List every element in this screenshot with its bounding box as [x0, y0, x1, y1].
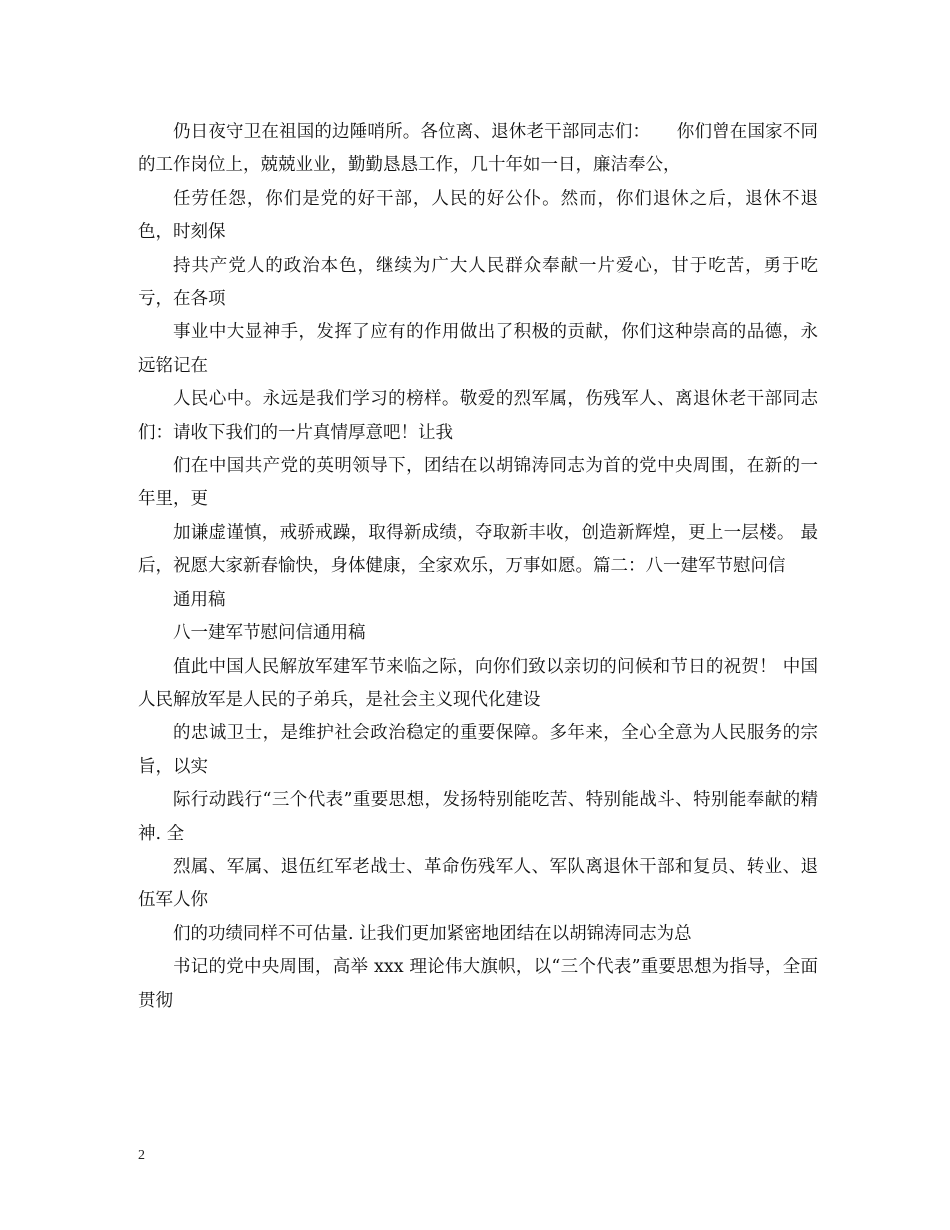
paragraph: 书记的党中央周围，高举 xxx 理论伟大旗帜，以“三个代表”重要思想为指导，全面贯彻: [138, 957, 818, 1011]
paragraph: 八一建军节慰问信通用稿: [173, 623, 366, 644]
paragraph: 人民心中。永远是我们学习的榜样。敬爱的烈军属，伤残军人、离退休老干部同志们：请收下我们的一片真情厚意吧！让我: [138, 389, 818, 443]
paragraph: 任劳任怨，你们是党的好干部，人民的好公仆。然而，你们退休之后，退休不退色，时刻保: [138, 188, 818, 243]
paragraph: 们的功绩同样不可估量. 让我们更加紧密地团结在以胡锦涛同志为总: [173, 923, 692, 944]
paragraph: 值此中国人民解放军建军节来临之际，向你们致以亲切的问候和节日的祝贺！ 中国人民解放军是人民的子弟兵，是社会主义现代化建设: [138, 656, 818, 710]
paragraph: 持共产党人的政治本色，继续为广大人民群众奉献一片爱心，甘于吃苦，勇于吃亏，在各项: [138, 255, 818, 310]
paragraph: 事业中大显神手，发挥了应有的作用做出了积极的贡献，你们这种崇高的品德，永远铭记在: [138, 322, 818, 376]
paragraph: 通用稿: [173, 589, 226, 610]
paragraph: 加谦虚谨慎，戒骄戒躁，取得新成绩，夺取新丰收，创造新辉煌，更上一层楼。 最后，祝愿大家新春愉快，身体健康，全家欢乐，万事如愿。篇二：八一建军节慰问信: [138, 522, 818, 577]
paragraph: 仍日夜守卫在祖国的边陲哨所。各位离、退休老干部同志们： 你们曾在国家不同的工作岗位上，兢兢业业，勤勤恳恳工作，几十年如一日，廉洁奉公，: [138, 122, 818, 176]
paragraph: 烈属、军属、退伍红军老战士、革命伤残军人、军队离退休干部和复员、转业、退伍军人你: [138, 856, 818, 911]
paragraph: 际行动践行“三个代表”重要思想，发扬特别能吃苦、特别能战斗、特别能奉献的精神. 全: [138, 790, 818, 844]
page-number: 2: [138, 1148, 145, 1163]
document-body: [138, 116, 818, 1018]
paragraph: 的忠诚卫士，是维护社会政治稳定的重要保障。多年来，全心全意为人民服务的宗旨，以实: [138, 723, 818, 777]
paragraph: 们在中国共产党的英明领导下，团结在以胡锦涛同志为首的党中央周围，在新的一年里，更: [138, 456, 818, 510]
